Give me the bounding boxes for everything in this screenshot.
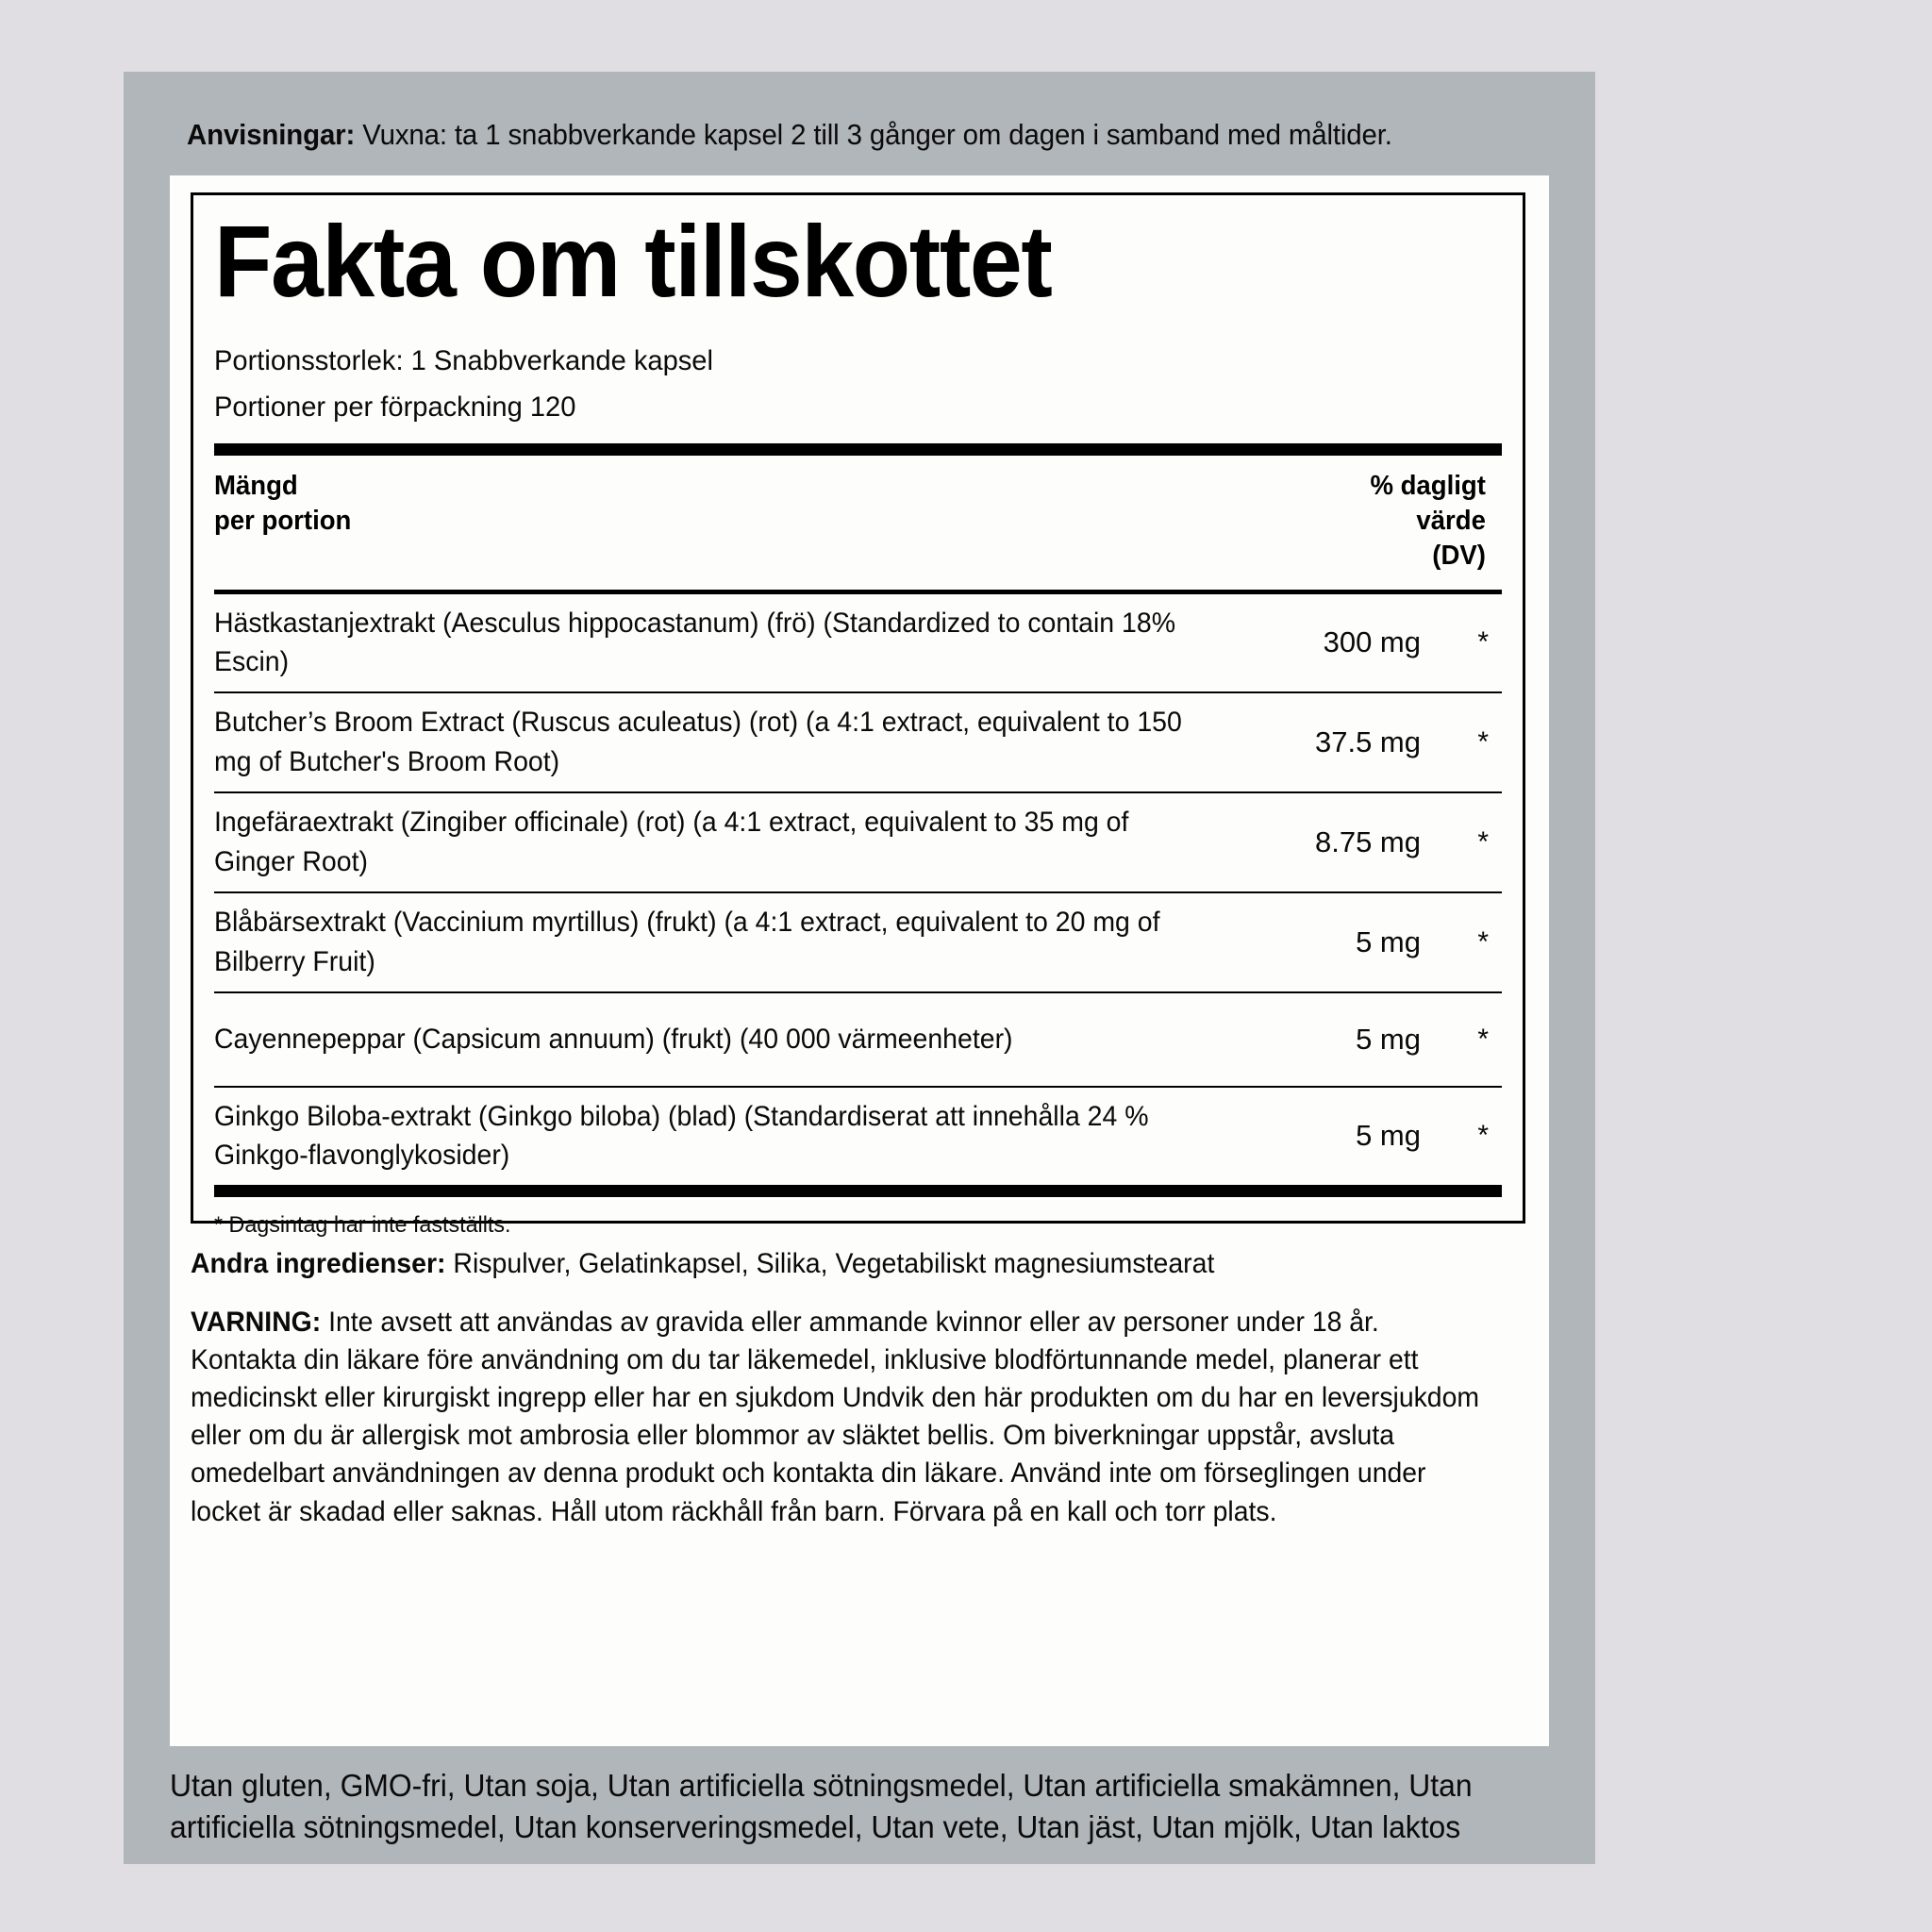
- table-row: [214, 594, 1502, 692]
- directions-label: Anvisningar:: [187, 119, 356, 151]
- other-ingredients-label: Andra ingredienser:: [191, 1248, 446, 1279]
- table-header-row: [214, 456, 1502, 589]
- ingredient-name: Butcher’s Broom Extract (Ruscus aculeatus) (rot) (a 4:1 extract, equivalent to 150 mg of Butcher's Broom Root): [214, 707, 1182, 778]
- page-title: Fakta om tillskottet: [214, 204, 1052, 318]
- warning-text: Inte avsett att användas av gravida eller ammande kvinnor eller av personer under 18 år. Kontakta din läkare före användning om du tar läkemedel, inklusive blodförtunnande medel, planerar ett medicinskt eller kirurgiskt ingrepp eller har en sjukdom Undvik den här produkten om du har en leversjukdom eller om du är allergisk mot ambrosia eller blommor av släktet bellis. Om biverkningar uppstår, avsluta omedelbart användningen av denna produkt och kontakta din läkare. Använd inte om förseglingen under locket är skadad eller saknas. Håll utom räckhåll från barn. Förvara på en kall och torr plats.: [191, 1307, 1480, 1527]
- table-row: [214, 1088, 1502, 1186]
- header-amount-line2: per portion: [214, 506, 352, 537]
- ingredient-name: Hästkastanjextrakt (Aesculus hippocastanum) (frö) (Standardized to contain 18% Escin): [214, 607, 1176, 678]
- ingredient-amount: 5 mg: [1356, 1119, 1421, 1153]
- ingredient-name: Ingefäraextrakt (Zingiber officinale) (rot) (a 4:1 extract, equivalent to 35 mg of Ginger Root): [214, 807, 1129, 877]
- serving-size: Portionsstorlek: 1 Snabbverkande kapsel: [214, 345, 713, 376]
- table-row: [214, 693, 1502, 791]
- ingredient-amount: 5 mg: [1356, 1022, 1421, 1056]
- ingredient-amount: 5 mg: [1356, 924, 1421, 958]
- daily-value-footnote: * Dagsintag har inte fastställts.: [214, 1212, 511, 1239]
- divider-thick-bottom: [214, 1185, 1502, 1197]
- ingredient-daily-value: *: [1477, 626, 1489, 658]
- table-row: [214, 793, 1502, 891]
- header-dv-line1: % dagligt: [1370, 471, 1486, 502]
- supplement-label-panel: [124, 72, 1595, 1864]
- other-ingredients-line: [191, 1246, 1478, 1282]
- directions-line: [187, 117, 1516, 154]
- label-white-card: [170, 175, 1549, 1746]
- header-dv-line3: (DV): [1432, 541, 1486, 572]
- table-row: [214, 993, 1502, 1086]
- ingredient-amount: 8.75 mg: [1314, 824, 1421, 858]
- ingredient-daily-value: *: [1477, 925, 1489, 958]
- warning-label: VARNING:: [191, 1307, 322, 1338]
- ingredient-name: Blåbärsextrakt (Vaccinium myrtillus) (frukt) (a 4:1 extract, equivalent to 20 mg of Bilberry Fruit): [214, 906, 1160, 977]
- header-daily-value: [1266, 469, 1502, 574]
- ingredient-name: Cayennepeppar (Capsicum annuum) (frukt) (40 000 värmeenheter): [214, 1023, 1013, 1055]
- ingredient-daily-value: *: [1477, 1023, 1489, 1055]
- header-amount-per-serving: [214, 469, 1202, 539]
- header-dv-line2: värde: [1416, 506, 1486, 537]
- servings-per-container: Portioner per förpackning 120: [214, 391, 576, 423]
- ingredient-name: Ginkgo Biloba-extrakt (Ginkgo biloba) (blad) (Standardiserat att innehålla 24 % Ginkgo-flavonglykosider): [214, 1100, 1149, 1172]
- serving-info: [214, 339, 1463, 430]
- directions-text: Vuxna: ta 1 snabbverkande kapsel 2 till 3 gånger om dagen i samband med måltider.: [355, 119, 1392, 151]
- divider-thick-top: [214, 443, 1502, 456]
- ingredient-daily-value: *: [1477, 726, 1489, 758]
- other-ingredients-text: Rispulver, Gelatinkapsel, Silika, Vegetabiliskt magnesiumstearat: [445, 1248, 1215, 1279]
- table-row: [214, 893, 1502, 991]
- warning-paragraph: [191, 1304, 1479, 1531]
- header-amount-line1: Mängd: [214, 471, 298, 502]
- ingredient-daily-value: *: [1477, 825, 1489, 858]
- supplement-facts-box: [191, 192, 1525, 1239]
- ingredient-amount: 37.5 mg: [1314, 725, 1421, 759]
- ingredient-amount: 300 mg: [1323, 625, 1421, 659]
- ingredient-daily-value: *: [1477, 1120, 1489, 1152]
- product-claims: Utan gluten, GMO-fri, Utan soja, Utan artificiella sötningsmedel, Utan artificiella smakämnen, Utan artificiella sötningsmedel, Utan konserveringsmedel, Utan vete, Utan jäst, Utan mjölk, Utan laktos: [170, 1768, 1473, 1845]
